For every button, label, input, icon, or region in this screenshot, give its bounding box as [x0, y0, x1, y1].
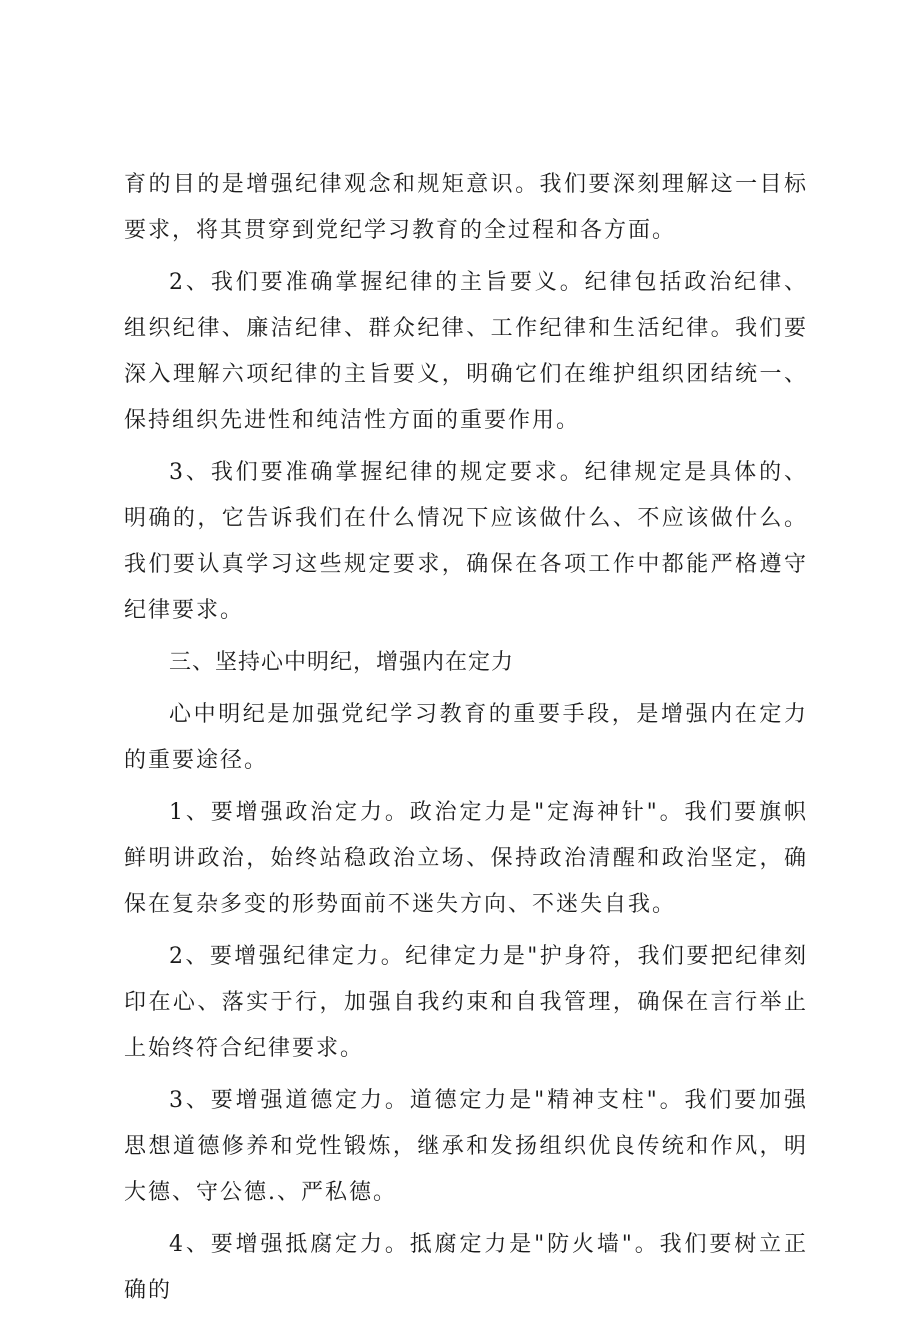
paragraph-item-2-discipline-essence: 2、我们要准确掌握纪律的主旨要义。纪律包括政治纪律、组织纪律、廉洁纪律、群众纪律、工作纪律和生活纪律。我们要深入理解六项纪律的主旨要义，明确它们在维护组织团结统一、保持组织先进性和纯洁性方面的重要作用。: [124, 270, 808, 433]
paragraph-continuation: 育的目的是增强纪律观念和规矩意识。我们要深刻理解这一目标要求，将其贯穿到党纪学习教育的全过程和各方面。: [124, 172, 808, 243]
document-body: [124, 162, 808, 1320]
paragraph-item-3-discipline-rules: 3、我们要准确掌握纪律的规定要求。纪律规定是具体的、明确的，它告诉我们在什么情况下应该做什么、不应该做什么。我们要认真学习这些规定要求，确保在各项工作中都能严格遵守纪律要求。: [124, 460, 808, 623]
paragraph-moral-resolve: 3、要增强道德定力。道德定力是"精神支柱"。我们要加强思想道德修养和党性锻炼，继承和发扬组织优良传统和作风，明大德、守公德.、严私德。: [124, 1088, 808, 1205]
paragraph-discipline-resolve: 2、要增强纪律定力。纪律定力是"护身符，我们要把纪律刻印在心、落实于行，加强自我约束和自我管理，确保在言行举止上始终符合纪律要求。: [124, 944, 808, 1061]
paragraph-section-intro: 心中明纪是加强党纪学习教育的重要手段，是增强内在定力的重要途径。: [124, 702, 808, 773]
section-heading-3: 三、坚持心中明纪，增强内在定力: [169, 650, 515, 675]
paragraph-political-resolve: 1、要增强政治定力。政治定力是"定海神针"。我们要旗帜鲜明讲政治，始终站稳政治立场、保持政治清醒和政治坚定，确保在复杂多变的形势面前不迷失方向、不迷失自我。: [124, 800, 808, 917]
paragraph-anticorruption-resolve: 4、要增强抵腐定力。抵腐定力是"防火墙"。我们要树立正确的: [124, 1232, 808, 1303]
